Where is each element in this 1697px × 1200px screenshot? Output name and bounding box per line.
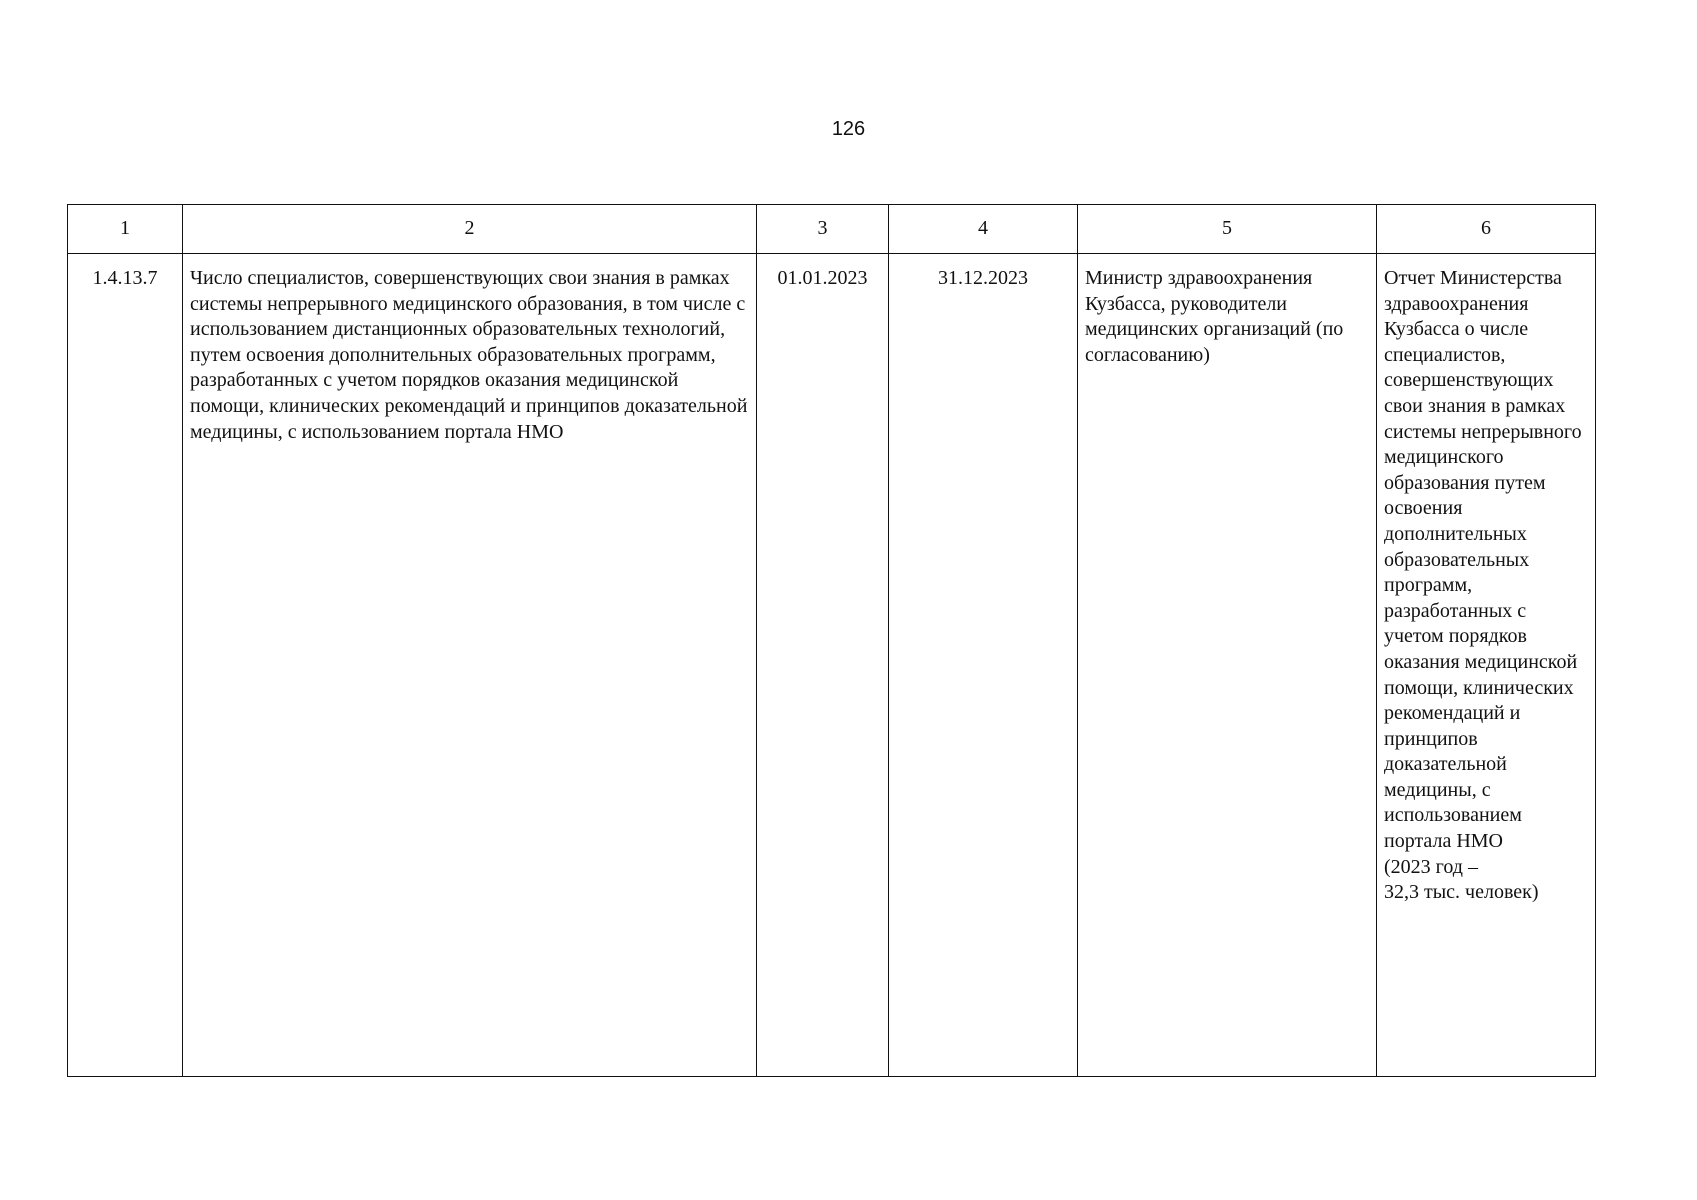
row-responsible-text: Министр здравоохранения Кузбасса, руководители медицинских организаций (по согласованию) bbox=[1085, 267, 1344, 366]
row-description bbox=[183, 254, 757, 1077]
page-number: 126 bbox=[831, 118, 866, 140]
column-header-number: 1 bbox=[68, 205, 183, 254]
row-result bbox=[1377, 254, 1596, 1077]
column-header-start-date: 3 bbox=[757, 205, 889, 254]
row-result-text: Отчет Министерства здравоохранения Кузбасса о числе специалистов, совершенствующих свои знания в рамках системы непрерывного медицинского образования путем освоения дополнительных образовательных программ, разработанных с учетом порядков оказания медицинской помощи, клинических рекомендаций и принципов доказательной медицины, с использованием портала НМО (2023 год – 32,3 тыс. человек) bbox=[1384, 267, 1582, 904]
row-responsible bbox=[1078, 254, 1377, 1077]
row-number: 1.4.13.7 bbox=[68, 254, 183, 1077]
row-description-text: Число специалистов, совершенствующих свои знания в рамках системы непрерывного медицинского образования, в том числе с использованием дистанционных образовательных технологий, путем освоения дополнительных образовательных программ, разработанных с учетом порядков оказания медицинской помощи, клинических рекомендаций и принципов доказательной медицины, с использованием портала НМО bbox=[190, 267, 748, 443]
table-row bbox=[68, 254, 1596, 1077]
column-header-responsible: 5 bbox=[1078, 205, 1377, 254]
row-end-date: 31.12.2023 bbox=[889, 254, 1078, 1077]
column-header-result: 6 bbox=[1377, 205, 1596, 254]
column-header-description: 2 bbox=[183, 205, 757, 254]
column-header-end-date: 4 bbox=[889, 205, 1078, 254]
row-start-date: 01.01.2023 bbox=[757, 254, 889, 1077]
table-header-row bbox=[68, 205, 1596, 254]
plan-table bbox=[67, 204, 1596, 1077]
